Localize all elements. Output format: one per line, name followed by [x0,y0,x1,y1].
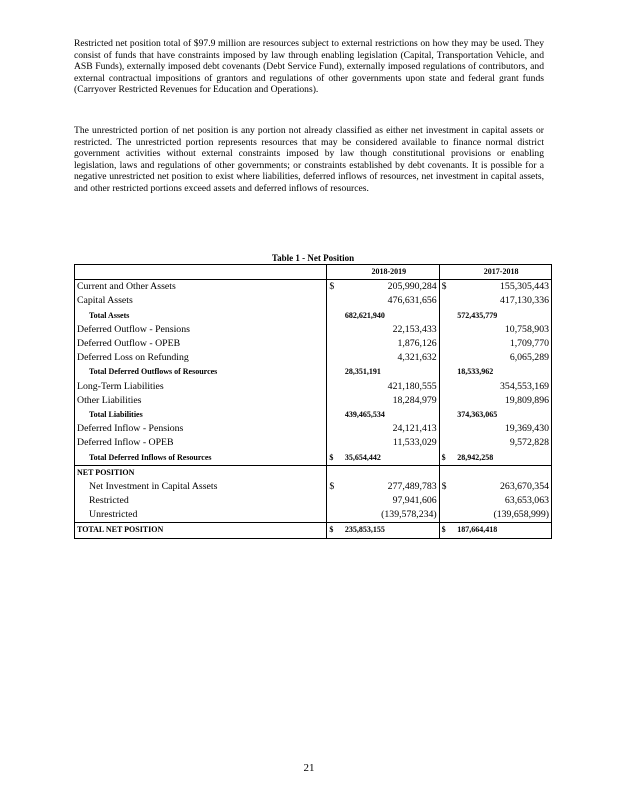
table-section-header [75,465,552,480]
value-2018-2019: 205,990,284 [339,280,439,295]
section-label: NET POSITION [75,465,327,480]
row-label: Capital Assets [75,294,327,308]
value-2017-2018: 1,709,770 [451,337,551,351]
currency-symbol [327,380,339,394]
currency-symbol [327,508,339,523]
value-2017-2018: 10,758,903 [451,323,551,337]
value-2018-2019: 4,321,632 [339,351,439,365]
unrestricted-net-position-paragraph: The unrestricted portion of net position is any portion not already classified as either net investment in capital assets or restricted. The unrestricted portion represents resources that may be considered available to finance normal district government activities without external constraints imposed by law though constitutional provisions or enabling legislation, laws and regulations of other governments; or constraints established by debt covenants. It is possible for a negative unrestricted net position to exist where liabilities, deferred inflows of resources, net investment in capital assets, and other restricted portions exceed assets and deferred inflows of resources. [74,125,544,194]
value-2017-2018: 9,572,828 [451,436,551,450]
currency-symbol [439,408,451,422]
row-label: Unrestricted [75,508,327,523]
value-2018-2019: 11,533,029 [339,436,439,450]
currency-symbol [327,337,339,351]
row-label: Total Deferred Outflows of Resources [75,365,327,379]
currency-symbol [327,365,339,379]
currency-symbol [439,508,451,523]
table-row-total [75,450,552,465]
table-row [75,337,552,351]
value-2018-2019: 28,351,191 [339,365,439,379]
restricted-net-position-paragraph: Restricted net position total of $97.9 million are resources subject to external restrictions on how they may be used. They consist of funds that have constraints imposed by law through enabling legislation (Capital, Transportation Vehicle, and ASB Funds), externally imposed debt covenants (Debt Service Fund), externally imposed regulations of contributors, and external contractual impositions of grantors and regulations of other governments upon state and federal grant funds (Carryover Restricted Revenues for Education and Operations). [74,38,544,95]
row-label: Total Deferred Inflows of Resources [75,450,327,465]
value-2017-2018: 417,130,336 [451,294,551,308]
value-2018-2019: 439,465,534 [339,408,439,422]
value-2017-2018: 6,065,289 [451,351,551,365]
row-label: Deferred Inflow - OPEB [75,436,327,450]
value-2018-2019: (139,578,234) [339,508,439,523]
currency-symbol [327,422,339,436]
table-row [75,508,552,523]
value-2017-2018: 155,305,443 [451,280,551,295]
value-2017-2018: (139,658,999) [451,508,551,523]
table-row [75,380,552,394]
currency-symbol: $ [441,480,447,492]
currency-symbol [439,337,451,351]
row-label: Long-Term Liabilities [75,380,327,394]
header-label-cell [75,265,327,280]
table-row [75,323,552,337]
row-label: Deferred Inflow - Pensions [75,422,327,436]
currency-symbol: $ [327,280,339,295]
table-row [75,351,552,365]
value-2018-2019: 22,153,433 [339,323,439,337]
value-2018-2019: 277,489,783 [339,480,439,494]
table-row [75,394,552,408]
table-row [75,494,552,508]
row-label: Other Liabilities [75,394,327,408]
value-2017-2018: 18,533,962 [451,365,551,379]
row-label: TOTAL NET POSITION [75,523,327,538]
currency-symbol [439,323,451,337]
row-label: Restricted [75,494,327,508]
row-label: Total Liabilities [75,408,327,422]
currency-symbol: $ [327,523,339,538]
value-2017-2018: 19,369,430 [451,422,551,436]
row-label: Net Investment in Capital Assets [75,480,327,494]
currency-symbol: $ [439,280,451,295]
currency-symbol [439,309,451,323]
value-2017-2018: 354,553,169 [451,380,551,394]
currency-symbol [327,309,339,323]
value-2018-2019: 235,853,155 [339,523,439,538]
row-label: Deferred Outflow - OPEB [75,337,327,351]
value-2018-2019: 476,631,656 [339,294,439,308]
table-row [75,280,552,295]
value-2018-2019: 18,284,979 [339,394,439,408]
value-2018-2019: 682,621,940 [339,309,439,323]
row-label: Total Assets [75,309,327,323]
currency-symbol [439,351,451,365]
currency-symbol [327,408,339,422]
value-2017-2018: 572,435,779 [451,309,551,323]
currency-symbol [439,394,451,408]
currency-symbol [327,394,339,408]
currency-symbol [439,494,451,508]
value-2017-2018: 187,664,418 [451,523,551,538]
column-header-2017-2018: 2017-2018 [451,265,551,280]
value-2018-2019: 35,654,442 [339,450,439,465]
net-position-table [74,264,552,539]
currency-symbol: $ [441,452,446,462]
currency-symbol: $ [439,523,451,538]
table-header-row [75,265,552,280]
currency-symbol [327,494,339,508]
table-row-total [75,309,552,323]
table-row [75,294,552,308]
value-2018-2019: 24,121,413 [339,422,439,436]
value-2017-2018: 63,653,063 [451,494,551,508]
value-2018-2019: 97,941,606 [339,494,439,508]
currency-symbol [439,365,451,379]
currency-symbol [327,351,339,365]
row-label: Current and Other Assets [75,280,327,295]
currency-symbol [327,294,339,308]
currency-symbol [439,380,451,394]
currency-symbol [439,294,451,308]
table-row [75,422,552,436]
value-2018-2019: 1,876,126 [339,337,439,351]
table-row-grand-total [75,523,552,538]
currency-symbol: $ [329,480,335,492]
table-row [75,436,552,450]
currency-symbol: $ [329,452,334,462]
value-2018-2019: 421,180,555 [339,380,439,394]
table-row [75,480,552,494]
table-caption: Table 1 - Net Position [271,253,355,263]
table-row-total [75,408,552,422]
column-header-2018-2019: 2018-2019 [339,265,439,280]
page-number: 21 [303,762,315,774]
value-2017-2018: 263,670,354 [451,480,551,494]
row-label: Deferred Loss on Refunding [75,351,327,365]
currency-symbol [439,422,451,436]
currency-symbol [327,436,339,450]
currency-symbol [327,323,339,337]
value-2017-2018: 19,809,896 [451,394,551,408]
value-2017-2018: 374,363,065 [451,408,551,422]
value-2017-2018: 28,942,258 [451,450,551,465]
currency-symbol [439,436,451,450]
row-label: Deferred Outflow - Pensions [75,323,327,337]
table-row-total [75,365,552,379]
